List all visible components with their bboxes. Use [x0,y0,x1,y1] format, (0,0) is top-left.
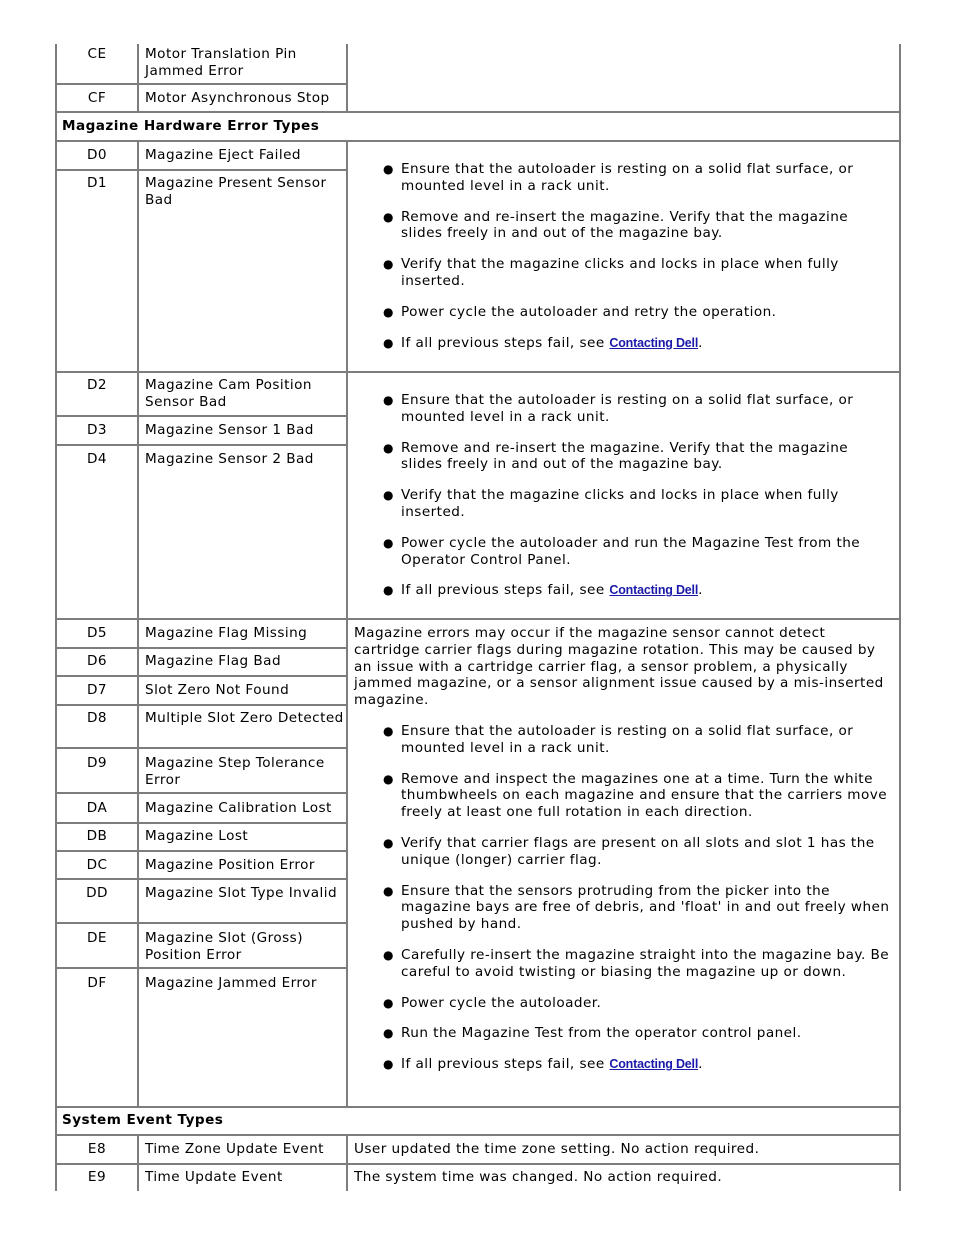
solution-e8: User updated the time zone setting. No action required. [354,1141,760,1157]
bullet-icon: ● [383,209,394,224]
error-desc-de: Magazine Slot (Gross) Position Error [145,930,303,963]
solution-step: ● Power cycle the autoloader. [383,994,602,1011]
bullet-icon: ● [383,723,394,738]
row-divider [55,822,348,824]
row-divider [55,111,901,113]
error-desc-d3: Magazine Sensor 1 Bad [145,422,314,438]
error-code-da: DA [86,800,108,816]
error-desc-d5: Magazine Flag Missing [145,625,308,641]
solution-step: ● Verify that the magazine clicks and locks in place when fully inserted. [383,256,839,289]
solution-group-2 [348,392,899,599]
row-divider [55,169,348,171]
error-code-d5: D5 [86,625,108,641]
solution-group-1 [348,161,899,351]
solution-step: ● If all previous steps fail, see Contacting Dell. [383,582,703,599]
error-code-e8: E8 [87,1141,107,1157]
error-code-cf: CF [87,90,107,106]
row-divider [55,444,348,446]
error-desc-dc: Magazine Position Error [145,857,315,873]
solution-step: ● Verify that carrier flags are present on all slots and slot 1 has the unique (longer) carrier flag. [383,834,875,868]
error-desc-d4: Magazine Sensor 2 Bad [145,451,314,467]
row-divider [55,1106,901,1108]
bullet-icon: ● [383,771,394,786]
solution-step: ● Remove and re-insert the magazine. Verify that the magazine slides freely in and out of the magazine bay. [383,208,849,242]
error-desc-cf: Motor Asynchronous Stop [145,90,330,106]
row-divider [55,704,348,706]
solution-step: ● Run the Magazine Test from the operator control panel. [383,1025,802,1042]
bullet-icon: ● [383,1057,394,1072]
error-desc-e9: Time Update Event [145,1169,283,1185]
bullet-icon: ● [383,535,394,550]
error-code-df: DF [87,975,107,991]
error-desc-da: Magazine Calibration Lost [145,800,332,816]
row-divider [55,83,348,85]
error-code-d9: D9 [86,755,108,771]
row-divider [55,878,348,880]
solution-step: ● Ensure that the autoloader is resting on a solid flat surface, or mounted level in a rack unit. [383,161,854,194]
error-code-dc: DC [86,857,108,873]
contacting-dell-link[interactable]: Contacting Dell [609,583,699,598]
contacting-dell-link[interactable]: Contacting Dell [609,1057,699,1072]
error-desc-d8: Multiple Slot Zero Detected [145,710,344,726]
row-divider [55,140,901,142]
bullet-icon: ● [383,257,394,272]
solution-intro: Magazine errors may occur if the magazine sensor cannot detect cartridge carrier flags during magazine rotation. This may be caused by an issue with a cartridge carrier flag, a sensor problem, a physically jammed magazine, or a sensor alignment issue caused by a mis-inserted magazine. [354,625,884,709]
row-divider [55,967,348,969]
error-code-d0: D0 [86,147,108,163]
error-code-d2: D2 [86,377,108,393]
error-code-d1: D1 [86,175,108,191]
error-code-d7: D7 [86,682,108,698]
section-header-magazine-hardware: Magazine Hardware Error Types [62,118,320,134]
row-divider [55,371,901,373]
solution-step: ● Ensure that the autoloader is resting on a solid flat surface, or mounted level in a rack unit. [383,392,854,425]
row-divider [55,675,348,677]
bullet-icon: ● [383,335,394,350]
row-divider [55,415,348,417]
error-code-e9: E9 [87,1169,107,1185]
row-divider [55,1163,901,1165]
bullet-icon: ● [383,883,394,898]
solution-step: ● Carefully re-insert the magazine straight into the magazine bay. Be careful to avoid twisting or biasing the magazine up or down. [383,946,890,980]
error-code-d3: D3 [86,422,108,438]
error-desc-db: Magazine Lost [145,828,249,844]
solution-step: ● Remove and re-insert the magazine. Verify that the magazine slides freely in and out of the magazine bay. [383,439,849,473]
solution-step: ● Verify that the magazine clicks and locks in place when fully inserted. [383,487,839,520]
solution-group-3 [348,625,899,1073]
error-code-db: DB [86,828,108,844]
solution-step: ● Ensure that the autoloader is resting on a solid flat surface, or mounted level in a rack unit. [383,722,854,756]
bullet-icon: ● [383,995,394,1010]
error-desc-d9: Magazine Step Tolerance Error [145,755,325,788]
error-code-d4: D4 [86,451,108,467]
section-header-system-event: System Event Types [62,1112,224,1128]
solution-step: ● Power cycle the autoloader and retry the operation. [383,303,777,320]
bullet-icon: ● [383,835,394,850]
error-desc-d2: Magazine Cam Position Sensor Bad [145,377,312,410]
bullet-icon: ● [383,304,394,319]
error-desc-e8: Time Zone Update Event [145,1141,324,1157]
row-divider [55,922,348,924]
error-code-de: DE [87,930,107,946]
bullet-icon: ● [383,583,394,598]
error-desc-d1: Magazine Present Sensor Bad [145,175,327,208]
solution-step: ● Remove and inspect the magazines one at a time. Turn the white thumbwheels on each magazine and ensure that the carriers move freely at least one full rotation in each direction. [383,770,888,821]
error-code-d6: D6 [86,653,108,669]
bullet-icon: ● [383,162,394,176]
bullet-icon: ● [383,440,394,455]
column-divider [346,44,348,112]
solution-step: ● If all previous steps fail, see Contacting Dell. [383,1056,703,1073]
error-desc-dd: Magazine Slot Type Invalid [145,885,338,901]
bullet-icon: ● [383,947,394,962]
error-code-dd: DD [86,885,108,901]
row-divider [55,747,348,749]
row-divider [55,792,348,794]
row-divider [55,647,348,649]
error-desc-d6: Magazine Flag Bad [145,653,282,669]
solution-step: ● Ensure that the sensors protruding from the picker into the magazine bays are free of debris, and 'float' in and out freely when pushed by hand. [383,882,890,933]
error-desc-ce: Motor Translation Pin Jammed Error [145,46,297,79]
error-desc-d0: Magazine Eject Failed [145,147,301,163]
row-divider [55,1134,901,1136]
error-code-d8: D8 [86,710,108,726]
row-divider [55,850,348,852]
bullet-icon: ● [383,393,394,407]
row-divider [55,618,901,620]
solution-step: ● If all previous steps fail, see Contacting Dell. [383,334,703,351]
solution-step: ● Power cycle the autoloader and run the Magazine Test from the Operator Control Panel. [383,534,861,568]
error-desc-d7: Slot Zero Not Found [145,682,290,698]
error-code-table [55,44,901,1191]
bullet-icon: ● [383,488,394,503]
contacting-dell-link[interactable]: Contacting Dell [609,335,699,350]
bullet-icon: ● [383,1026,394,1041]
error-code-ce: CE [87,46,107,62]
error-desc-df: Magazine Jammed Error [145,975,317,991]
solution-e9: The system time was changed. No action required. [354,1169,723,1185]
